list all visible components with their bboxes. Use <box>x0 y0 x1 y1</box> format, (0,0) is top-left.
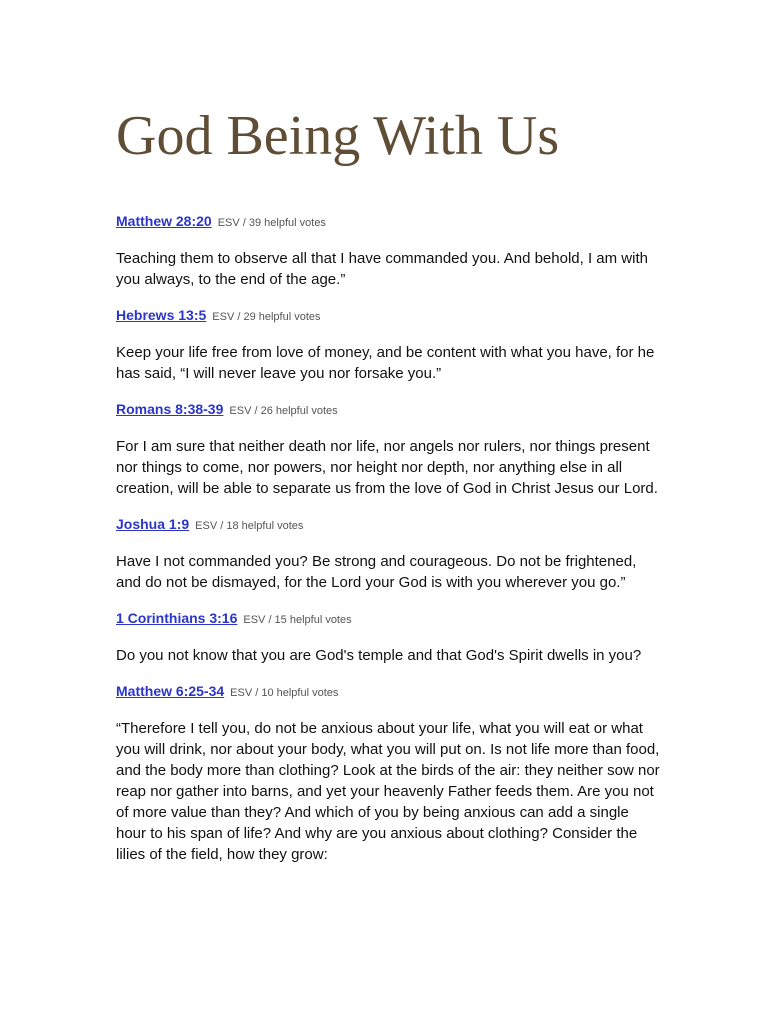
verse-reference-line <box>116 607 661 631</box>
verse-entry <box>116 607 661 666</box>
verse-reference-line <box>116 210 661 234</box>
verse-reference-link[interactable]: Joshua 1:9 <box>116 516 190 532</box>
verse-text: Teaching them to observe all that I have commanded you. And behold, I am with you always, to the end of the age.” <box>116 250 648 288</box>
verse-reference-link[interactable]: Matthew 6:25-34 <box>116 683 225 699</box>
page-title: God Being With Us <box>116 105 560 167</box>
verse-meta: ESV / 10 helpful votes <box>230 687 339 699</box>
verse-text: Have I not commanded you? Be strong and courageous. Do not be frightened, and do not be dismayed, for the Lord your God is with you wherever you go.” <box>116 553 637 591</box>
verse-entry <box>116 680 661 865</box>
verse-reference-link[interactable]: Hebrews 13:5 <box>116 307 207 323</box>
verse-reference-line <box>116 513 661 537</box>
verse-entry <box>116 398 661 499</box>
verse-text: For I am sure that neither death nor life, nor angels nor rulers, nor things present nor things to come, nor powers, nor height nor depth, nor anything else in all creation, will be able to separate us from the love of God in Christ Jesus our Lord. <box>116 438 658 497</box>
verse-meta: ESV / 18 helpful votes <box>195 520 304 532</box>
verse-meta: ESV / 26 helpful votes <box>229 405 338 417</box>
verse-reference-line <box>116 398 661 422</box>
verse-reference-link[interactable]: 1 Corinthians 3:16 <box>116 610 238 626</box>
verse-reference-line <box>116 680 661 704</box>
verse-meta: ESV / 39 helpful votes <box>217 217 326 229</box>
verse-entry <box>116 304 661 384</box>
document-page <box>116 96 661 879</box>
verse-reference-line <box>116 304 661 328</box>
verse-text: Do you not know that you are God's temple and that God's Spirit dwells in you? <box>116 647 642 664</box>
verse-meta: ESV / 29 helpful votes <box>212 311 321 323</box>
verse-reference-link[interactable]: Matthew 28:20 <box>116 213 212 229</box>
verse-entry <box>116 513 661 593</box>
verse-meta: ESV / 15 helpful votes <box>243 614 352 626</box>
verse-entry <box>116 210 661 290</box>
verse-reference-link[interactable]: Romans 8:38-39 <box>116 401 224 417</box>
verse-text: “Therefore I tell you, do not be anxious about your life, what you will eat or what you will drink, nor about your body, what you will put on. Is not life more than food, and the body more than clothing? Look at the birds of the air: they neither sow nor reap nor gather into barns, and yet your heavenly Father feeds them. Are you not of more value than they? And which of you by being anxious can add a single hour to his span of life? And why are you anxious about clothing? Consider the lilies of the field, how they grow: <box>116 720 660 863</box>
verse-text: Keep your life free from love of money, and be content with what you have, for he has said, “I will never leave you nor forsake you.” <box>116 344 655 382</box>
